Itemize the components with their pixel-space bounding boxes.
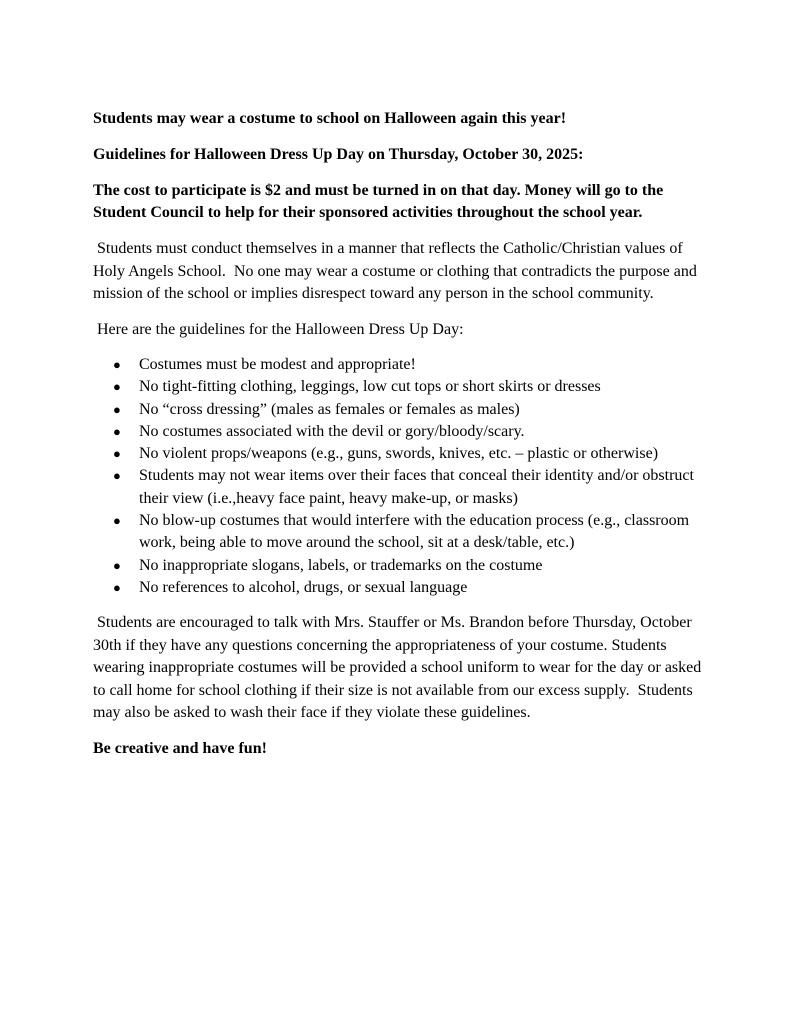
list-item-text: Costumes must be modest and appropriate! xyxy=(139,356,416,373)
list-intro: Here are the guidelines for the Halloween Dress Up Day: xyxy=(93,320,464,338)
list-item-text: No tight-fitting clothing, leggings, low cut tops or short skirts or dresses xyxy=(139,378,601,396)
list-item xyxy=(93,399,703,421)
bullet-icon: ● xyxy=(113,401,121,417)
bullet-icon: ● xyxy=(113,468,121,484)
bullet-icon: ● xyxy=(113,423,121,439)
list-item xyxy=(93,465,703,510)
list-item xyxy=(93,421,703,443)
bullet-icon: ● xyxy=(113,579,121,595)
list-item-text: No violent props/weapons (e.g., guns, swords, knives, etc. – plastic or otherwise) xyxy=(139,445,659,463)
list-item xyxy=(93,577,703,599)
bullet-icon: ● xyxy=(113,379,121,395)
bullet-icon: ● xyxy=(113,557,121,573)
document-page xyxy=(93,108,706,760)
list-item-text: No blow-up costumes that would interfere with the education process (e.g., classroom work, being able to move around the school, sit at a desk/table, etc.) xyxy=(139,512,690,552)
list-item-text: Students may not wear items over their faces that conceal their identity and/or obstruct their view (i.e.,heavy face paint, heavy make-up, or masks) xyxy=(139,467,694,507)
list-item xyxy=(93,376,703,398)
list-item-text: No “cross dressing” (males as females or females as males) xyxy=(139,400,520,418)
closing-line: Be creative and have fun! xyxy=(93,739,267,757)
cost-notice: The cost to participate is $2 and must be turned in on that day. Money will go to the Student Council to help for their sponsored activities throughout the school year. xyxy=(93,182,664,221)
guidelines-title: Guidelines for Halloween Dress Up Day on Thursday, October 30, 2025: xyxy=(93,146,584,163)
contact-paragraph: Students are encouraged to talk with Mrs. Stauffer or Ms. Brandon before Thursday, October 30th if they have any questions concerning the appropriateness of your costume. Students wearing inappropriate costumes will be provided a school uniform to wear for the day or asked to call home for school clothing if their size is not available from our excess supply. Students may also be asked to wash their face if they violate these guidelines. xyxy=(93,614,706,722)
list-item xyxy=(93,510,703,555)
list-item-text: No costumes associated with the devil or gory/bloody/scary. xyxy=(139,422,525,440)
bullet-icon: ● xyxy=(113,513,121,529)
headline: Students may wear a costume to school on Halloween again this year! xyxy=(93,110,567,127)
guidelines-list xyxy=(93,354,703,599)
list-item xyxy=(93,555,703,577)
list-item xyxy=(93,354,703,376)
bullet-icon: ● xyxy=(113,446,121,462)
list-item-text: No references to alcohol, drugs, or sexual language xyxy=(139,578,468,596)
bullet-icon: ● xyxy=(113,357,121,372)
list-item-text: No inappropriate slogans, labels, or trademarks on the costume xyxy=(139,556,543,574)
list-item xyxy=(93,443,703,465)
conduct-paragraph: Students must conduct themselves in a manner that reflects the Catholic/Christian values of Holy Angels School. No one may wear a costume or clothing that contradicts the purpose and mission of the school or implies disrespect toward any person in the school community. xyxy=(93,240,701,302)
